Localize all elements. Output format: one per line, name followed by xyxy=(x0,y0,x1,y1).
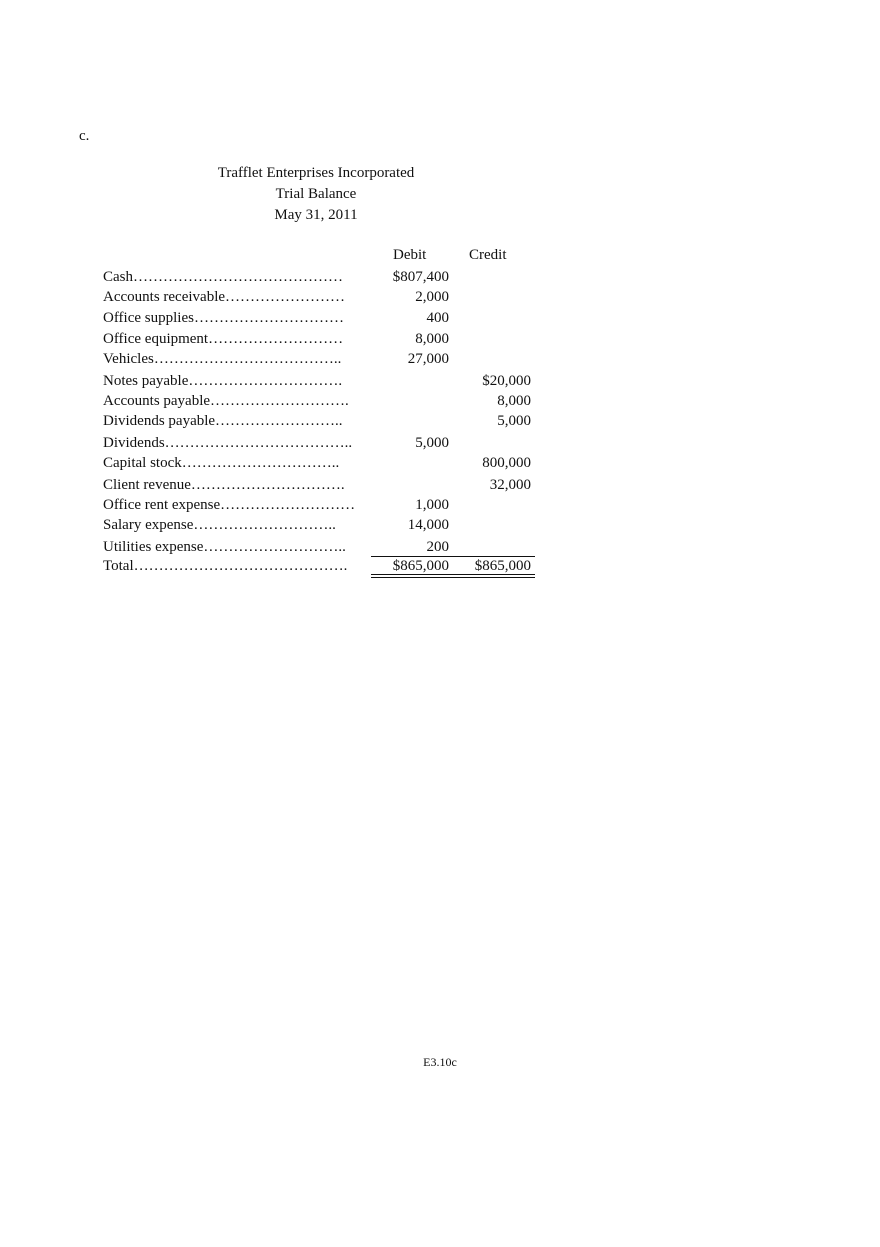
account-name: Capital stock………………………….. xyxy=(103,455,340,471)
credit-sum-rule xyxy=(453,556,535,557)
debit-amount: 1,000 xyxy=(415,497,449,513)
table-row xyxy=(0,329,880,350)
account-name: Utilities expense……………………….. xyxy=(103,539,346,555)
table-row xyxy=(0,267,880,288)
credit-amount: 5,000 xyxy=(497,413,531,429)
company-name: Trafflet Enterprises Incorporated xyxy=(217,165,415,181)
table-row xyxy=(0,411,880,432)
account-name: Client revenue…………………………. xyxy=(103,477,345,493)
table-row xyxy=(0,433,880,454)
credit-double-rule xyxy=(453,574,535,578)
account-name: Office supplies………………………… xyxy=(103,310,344,326)
table-row xyxy=(0,475,880,496)
table-row xyxy=(0,495,880,516)
total-debit: $865,000 xyxy=(392,558,449,574)
credit-amount: 8,000 xyxy=(497,393,531,409)
table-row xyxy=(0,391,880,412)
part-label: c. xyxy=(79,128,90,144)
account-name: Office equipment……………………… xyxy=(103,331,344,347)
account-name: Salary expense……………………….. xyxy=(103,517,336,533)
credit-column-header: Credit xyxy=(469,247,507,263)
table-row xyxy=(0,515,880,536)
debit-amount: 2,000 xyxy=(415,289,449,305)
account-name: Dividends payable…………………….. xyxy=(103,413,343,429)
debit-sum-rule xyxy=(371,556,453,557)
debit-amount: 14,000 xyxy=(407,517,449,533)
table-row xyxy=(0,287,880,308)
account-name: Notes payable…………………………. xyxy=(103,373,343,389)
account-name: Accounts payable………………………. xyxy=(103,393,349,409)
table-row xyxy=(0,308,880,329)
debit-amount: 200 xyxy=(426,539,449,555)
report-date: May 31, 2011 xyxy=(274,207,358,223)
report-title: Trial Balance xyxy=(275,186,357,202)
debit-double-rule xyxy=(371,574,453,578)
account-name: Dividends……………………………….. xyxy=(103,435,353,451)
debit-amount: 8,000 xyxy=(415,331,449,347)
total-label: Total……………………………………. xyxy=(103,558,348,574)
page-footer: E3.10c xyxy=(423,1055,457,1069)
table-row xyxy=(0,453,880,474)
table-row xyxy=(0,371,880,392)
total-credit: $865,000 xyxy=(474,558,531,574)
account-name: Vehicles……………………………….. xyxy=(103,351,342,367)
debit-amount: 400 xyxy=(426,310,449,326)
debit-amount: $807,400 xyxy=(392,269,449,285)
credit-amount: $20,000 xyxy=(482,373,531,389)
credit-amount: 800,000 xyxy=(482,455,531,471)
debit-column-header: Debit xyxy=(393,247,427,263)
account-name: Accounts receivable…………………… xyxy=(103,289,346,305)
table-row xyxy=(0,537,880,558)
credit-amount: 32,000 xyxy=(489,477,531,493)
debit-amount: 27,000 xyxy=(407,351,449,367)
table-row xyxy=(0,349,880,370)
debit-amount: 5,000 xyxy=(415,435,449,451)
account-name: Office rent expense……………………… xyxy=(103,497,356,513)
account-name: Cash…………………………………… xyxy=(103,269,343,285)
